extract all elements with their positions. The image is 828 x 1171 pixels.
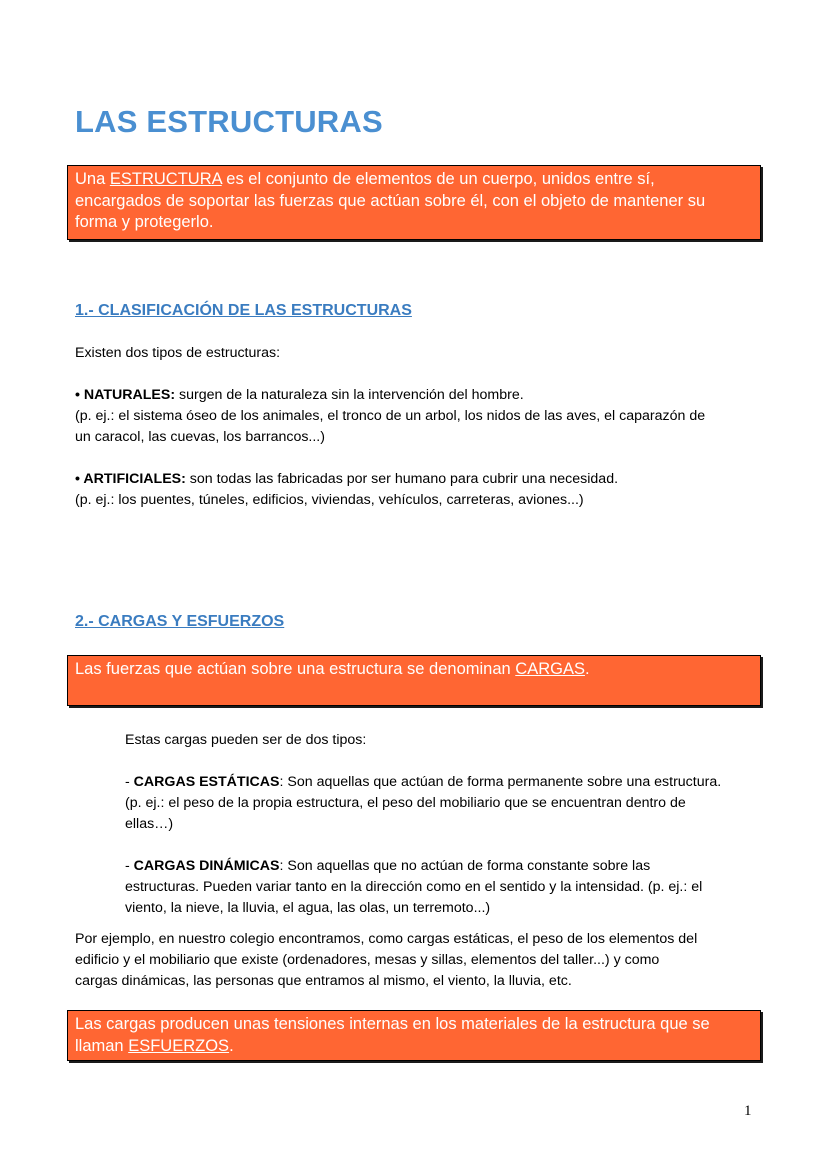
naturales-label: • NATURALES: — [75, 387, 176, 403]
term-esfuerzos: ESFUERZOS — [128, 1036, 230, 1055]
section-1-heading: 1.- CLASIFICACIÓN DE LAS ESTRUCTURAS — [75, 302, 412, 319]
artificiales-label: • ARTIFICIALES: — [75, 471, 186, 487]
estaticas-label: CARGAS ESTÁTICAS — [133, 774, 280, 790]
definition-line-2: encargados de soportar las fuerzas que actúan sobre él, con el objeto de mantener su — [75, 191, 706, 210]
example-line-1: Por ejemplo, en nuestro colegio encontramos, como cargas estáticas, el peso de los elementos del — [75, 931, 698, 947]
definition-box — [67, 165, 761, 240]
section-1-body — [75, 343, 775, 511]
estaticas-item: - CARGAS ESTÁTICAS: Son aquellas que actúan de forma permanente sobre una estructura. — [125, 774, 722, 790]
naturales-item: • NATURALES: surgen de la naturaleza sin la intervención del hombre. — [75, 387, 524, 403]
dinamicas-line-3: viento, la nieve, la lluvia, el agua, las olas, un terremoto...) — [125, 900, 491, 916]
example-line-2: edificio y el mobiliario que existe (ordenadores, mesas y sillas, elementos del taller...) y como — [75, 952, 660, 968]
esfuerzos-line-1: Las cargas producen unas tensiones internas en los materiales de la estructura que se — [75, 1015, 710, 1033]
section-1-intro: Existen dos tipos de estructuras: — [75, 345, 281, 361]
definition-line-1: Una ESTRUCTURA es el conjunto de elementos de un cuerpo, unidos entre sí, — [75, 170, 655, 188]
esfuerzos-line-2: llaman ESFUERZOS. — [75, 1036, 234, 1055]
cargas-intro: Estas cargas pueden ser de dos tipos: — [125, 732, 367, 748]
dinamicas-item: - CARGAS DINÁMICAS: Son aquellas que no actúan de forma constante sobre las — [125, 858, 651, 874]
cargas-box — [67, 655, 761, 706]
dinamicas-line-2: estructuras. Pueden variar tanto en la dirección como en el sentido y la intensidad. (p. ej.: el — [125, 879, 703, 895]
naturales-example-2: un caracol, las cuevas, los barrancos...) — [75, 429, 325, 445]
page-title: LAS ESTRUCTURAS — [75, 104, 383, 139]
cargas-line: Las fuerzas que actúan sobre una estructura se denominan CARGAS. — [75, 660, 590, 678]
artificiales-item: • ARTIFICIALES: son todas las fabricadas por ser humano para cubrir una necesidad. — [75, 471, 619, 487]
example-paragraph — [75, 929, 775, 992]
artificiales-example-1: (p. ej.: los puentes, túneles, edificios, viviendas, vehículos, carreteras, aviones...) — [75, 492, 584, 508]
term-cargas: CARGAS — [515, 660, 585, 678]
definition-line-3: forma y protegerlo. — [75, 213, 214, 231]
estaticas-line-3: ellas…) — [125, 816, 174, 832]
naturales-example-1: (p. ej.: el sistema óseo de los animales, el tronco de un arbol, los nidos de las aves, el caparazón de — [75, 408, 706, 424]
page-number: 1 — [744, 1103, 752, 1119]
section-2-heading: 2.- CARGAS Y ESFUERZOS — [75, 613, 285, 630]
cargas-types — [125, 730, 765, 919]
estaticas-line-2: (p. ej.: el peso de la propia estructura, el peso del mobiliario que se encuentran dentro de — [125, 795, 686, 811]
esfuerzos-box — [67, 1010, 761, 1061]
term-estructura: ESTRUCTURA — [109, 170, 222, 188]
example-line-3: cargas dinámicas, las personas que entramos al mismo, el viento, la lluvia, etc. — [75, 973, 572, 989]
dinamicas-label: CARGAS DINÁMICAS — [133, 858, 280, 874]
